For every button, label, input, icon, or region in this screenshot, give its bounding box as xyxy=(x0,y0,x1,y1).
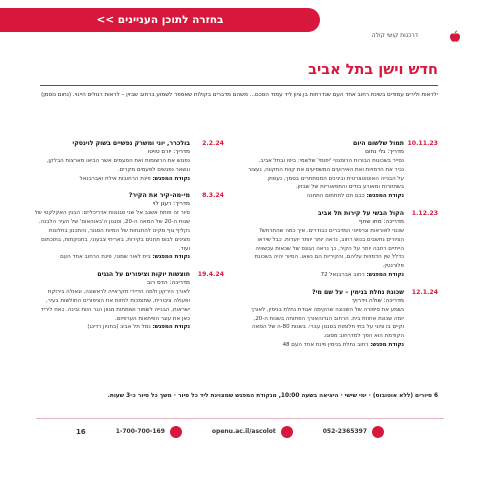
tour-meeting-point xyxy=(34,323,190,332)
page-number: 16 xyxy=(75,427,86,436)
tour-date: 19.4.24 xyxy=(197,271,224,279)
meeting-label: נקודת המפגש: xyxy=(152,254,190,261)
page-title: חדש וישן בתל אביב xyxy=(308,62,438,78)
tour-guide: מדריך: גלי נחום xyxy=(365,149,404,155)
tour-body xyxy=(34,270,190,332)
tour-date: 2.2.24 xyxy=(202,140,224,147)
apple-logo-icon xyxy=(448,30,462,44)
tour-entry xyxy=(248,139,438,201)
meeting-label: נקודת המפגש: xyxy=(152,175,190,182)
running-head: דרכנות קושי קולה xyxy=(371,32,418,39)
title-divider xyxy=(40,85,438,86)
tour-title: בולכרר, יוני ומשרק נפשיים בשוק לוינסקי xyxy=(72,140,190,147)
tour-description: נסייר בשכונות הבורות הרומנטי 'יפומי' שלשמי: ביפו ובתל אביב. נכיר את הדמויות ואת האירועים המשפיעים את קוות התקווה, נעצור על הבנייה האוטוטצרטית ובינינים המסתתרים בסמך, נעסוק בשחזורות ומאורע בודים והתפאוריות של שבזון. xyxy=(248,158,404,191)
tour-meeting-point xyxy=(248,341,404,350)
meeting-label: נקודת המפגש: xyxy=(366,271,404,278)
tour-entry xyxy=(34,270,224,332)
tour-meeting-point xyxy=(248,192,404,201)
tour-guide: מדריכה: הדס רוב xyxy=(146,280,190,287)
globe-icon xyxy=(281,426,293,438)
tour-title: מי-מה-קיר את הקיר? xyxy=(128,192,190,200)
tour-title: הקול הבשי על קירות תל אביב xyxy=(317,209,404,217)
tour-title: תמול שלשום היום xyxy=(353,140,404,147)
meeting-value: פינת הרחובות אילת ואברבנאל xyxy=(79,175,151,182)
tour-guide: מדריכה: מתו שחף xyxy=(358,218,404,225)
tour-body xyxy=(34,139,190,183)
tour-guide: מדריך: יורם טויטו xyxy=(147,149,190,155)
tour-guide: מדריך: רענן לוי xyxy=(152,201,190,208)
footer-website-text: openu.ac.il/ascolot xyxy=(211,428,276,435)
footer-phone-2[interactable] xyxy=(116,426,182,438)
tour-meeting-point xyxy=(34,253,190,262)
tour-description: נפגוש את הרשומות ואת הסעמים אשר הביאו מארצות הבלקן, ונשאר נפגשים לפעמים מקרים. xyxy=(46,158,190,173)
tours-summary-note: 6 סיורים (ללא אוטובוס) · ימי שישי · היציאה בשעה 10:00, מנקודת המפגש שמצוינת ליד כל סיור · משך כל סיור כ-3 שעות. xyxy=(107,393,438,399)
footer-website[interactable] xyxy=(212,426,293,438)
footer-phone-1-text: 052-2365397 xyxy=(322,428,367,435)
phone-icon xyxy=(372,426,384,438)
tour-meeting-point xyxy=(34,175,190,184)
tour-description: שכנוי לאוראות וגרפיטי המדברים כבודרים. איך כמה שהתרחש? הציורים נחשבים בנוש רחוב, נראה יותר יוותר יוערות. כבל שיראו הייתיים רחבה יותר על הקיר, כך נראה הגונס של שכאות עכשוויה כדלל שין הדמויות עליהם, והקיריות הם נשאו. הסיור יהיה בשכונת פלורנטין. xyxy=(254,227,404,270)
tour-entry xyxy=(34,191,224,262)
tour-body xyxy=(34,191,190,262)
meeting-value: בית לאור שמוני, פינת הרחוב אחד העם xyxy=(60,254,151,261)
tour-description: לאורך הירקון ולמה הדיירי תקראייה לראשונה, וגאולה בירוקת ופעולה ציבורית, שתומכות לחזות את הציפורים החולשות בעיר, ישראות, הבנייה לשמור ושומתות מגוון הגר הוות ובינה. כאח ליריד כאן את עוגר הפיתאות הערפיום. xyxy=(40,289,190,322)
tour-date: 1.12.23 xyxy=(411,209,438,217)
tour-meeting-point xyxy=(248,271,404,280)
tour-body xyxy=(248,139,404,201)
tour-body xyxy=(248,209,404,280)
tours-column-right xyxy=(248,139,438,350)
back-to-contents-button[interactable]: בחזרה לתוכן העניינים >> xyxy=(0,8,320,32)
meeting-label: נקודת המפגש: xyxy=(152,324,190,331)
tour-title: שכונת נחלת בנימין – על שם מי? xyxy=(312,288,404,296)
page-footer xyxy=(36,418,444,444)
tour-description: נשמע את סיפורה של השכונה שהקימה אגודת נחלת בנימין, לאורך יומה שכונת אחוזת בית. הרחוב הגדוהאורך הפתוחה בשנות ה-20, וקיים בו ציוני על בתי חלומות בסגנון עברי. בשנות 80-ה של המאה הקודמת הוא הפך למדרחוב מסוגו. xyxy=(250,306,404,340)
tour-entry xyxy=(248,288,438,350)
tours-column-left xyxy=(34,139,224,332)
top-bar xyxy=(0,8,480,48)
tour-guide: מדריכה: שולה וידרויך xyxy=(351,297,404,304)
intro-text: ילראות ולירים עמודים בשינת רחוב אחד העם שנדרחות בן ציון ליד עמוד הסכם... משהם מדברים בקולות שאספר לשמוע ברחוב שבזין – לראות רגולים היינוי. (נחום נוסמן) xyxy=(41,92,438,98)
meeting-value: רחוב אברבנאל 72 xyxy=(320,271,365,278)
tour-date: 10.11.23 xyxy=(407,140,438,147)
tour-date: 12.1.24 xyxy=(411,288,438,296)
meeting-value: נמל תל אביב (בחניון רדינג) xyxy=(87,324,151,331)
tour-entry xyxy=(34,139,224,183)
tour-body xyxy=(248,288,404,350)
footer-phone-2-text: 1-700-700-169 xyxy=(115,428,165,435)
phone-icon xyxy=(170,426,182,438)
meeting-value: כבם חם לתחתום התחנה xyxy=(306,193,365,200)
tour-title: חוצשות יוקות וציפורים על הגגים xyxy=(97,271,190,279)
footer-phone-1[interactable] xyxy=(323,426,384,438)
meeting-label: נקודת המפגש: xyxy=(366,193,404,200)
tour-description: סיור זה פותח אשנב אל שני סגנונות אדריכליים: הבנין האקלקטי של שנות ה-20 של המאה ה-20, וסגנון ה'באוהאוס' של העיר הלבנה. נקליף גוף מקינו להתנחות של המיות הסגור, והתכנון בחלונות מצינים לבוס תחנים בקירות, באריחי צבעוני, בחנוקתות, בתוכתום ועוד. xyxy=(34,210,190,252)
tour-entry xyxy=(248,209,438,280)
tour-date: 8.3.24 xyxy=(202,192,224,200)
meeting-label: נקודת מפגש: xyxy=(370,341,404,348)
meeting-value: רחוב נחלת בנימין פינת אחד העם 48 xyxy=(282,341,369,348)
